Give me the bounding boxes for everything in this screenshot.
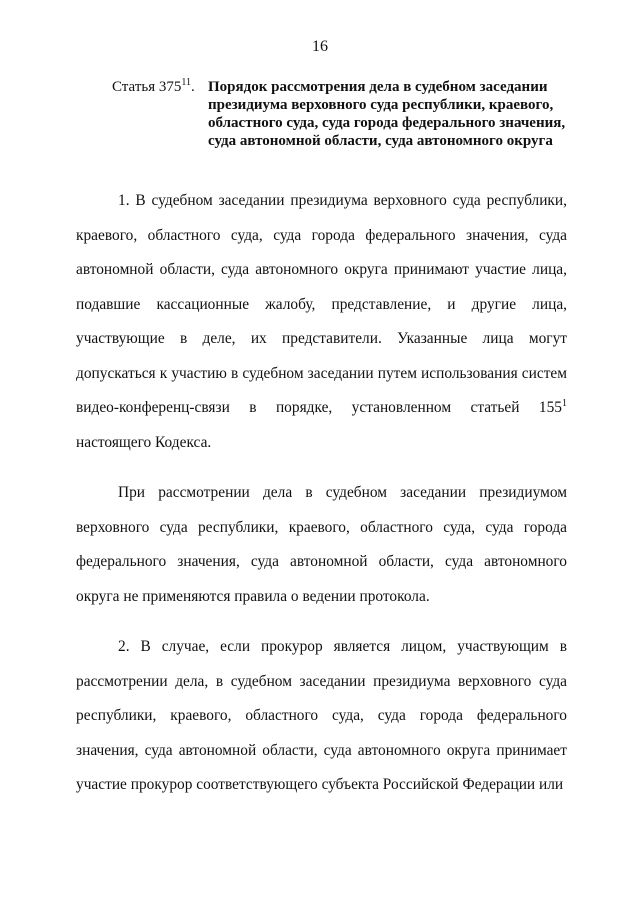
article-heading: [112, 78, 582, 150]
paragraph-3: 2. В случае, если прокурор является лицом, участвующим в рассмотрении дела, в судебном заседании президиума верховного суда республики, краевого, областного суда, суда города федерального значения, суда автономной области, суда автономного округа принимает участие прокурор соответствующего субъекта Российской Федерации или: [76, 638, 567, 793]
paragraph-1-tail: настоящего Кодекса.: [76, 433, 212, 451]
page-number: 16: [312, 38, 328, 55]
article-body: [76, 184, 567, 819]
paragraph-2: При рассмотрении дела в судебном заседании президиумом верховного суда республики, краевого, областного суда, суда города федерального значения, суда автономной области, суда автономного округа не применяются правила о ведении протокола.: [76, 484, 567, 605]
paragraph-1: [76, 184, 567, 460]
article-label-suffix: .: [191, 79, 195, 95]
article-label: [112, 78, 208, 96]
paragraph-1-superscript: 1: [562, 397, 567, 409]
paragraph-1-text: 1. В судебном заседании президиума верховного суда республики, краевого, областного суда, суда города федерального значения, суда автономной области, суда автономного округа принимают участие лица, подавшие кассационные жалобу, представление, и другие лица, участвующие в деле, их представители. Указанные лица могут допускаться к участию в судебном заседании путем использования систем видео-конференц-связи в порядке, установленном статьей 155: [76, 192, 567, 416]
article-label-superscript: 11: [181, 77, 192, 88]
article-title: Порядок рассмотрения дела в судебном заседании президиума верховного суда республики, краевого, областного суда, суда города федерального значения, суда автономной области, суда автономного округа: [208, 79, 566, 149]
article-label-text: Статья 375: [112, 79, 182, 95]
